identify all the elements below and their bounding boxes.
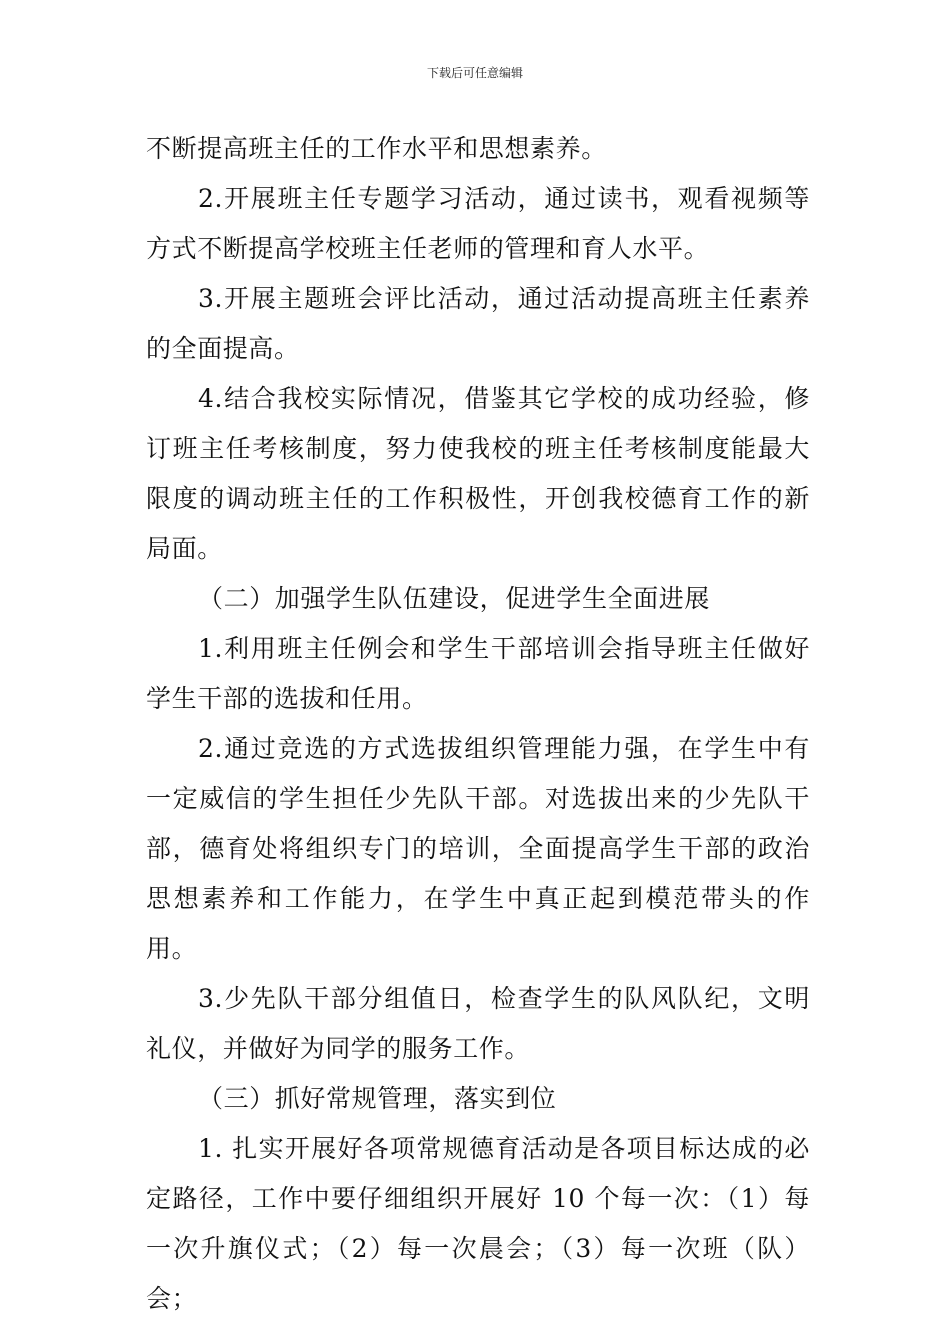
paragraph-item-3: 3.开展主题班会评比活动，通过活动提高班主任素养的全面提高。 xyxy=(146,284,810,363)
paragraph-item-1: 1.利用班主任例会和学生干部培训会指导班主任做好学生干部的选拔和任用。 xyxy=(146,634,810,713)
paragraph-item-2: 2.开展班主任专题学习活动，通过读书，观看视频等方式不断提高学校班主任老师的管理和育人水平。 xyxy=(146,184,810,263)
paragraph-item-3b: 3.少先队干部分组值日，检查学生的队风队纪，文明礼仪，并做好为同学的服务工作。 xyxy=(146,984,810,1063)
section-heading-3: （三）抓好常规管理，落实到位 xyxy=(198,1084,557,1113)
paragraph-item-2b: 2.通过竞选的方式选拔组织管理能力强，在学生中有一定威信的学生担任少先队干部。对选拔出来的少先队干部，德育处将组织专门的培训，全面提高学生干部的政治思想素养和工作能力，在学生中真正起到模范带头的作用。 xyxy=(146,734,810,963)
section-heading-2: （二）加强学生队伍建设，促进学生全面进展 xyxy=(198,584,711,613)
paragraph-continued: 不断提高班主任的工作水平和思想素养。 xyxy=(146,134,607,163)
page-header: 下载后可任意编辑 xyxy=(426,66,523,80)
document-body xyxy=(146,124,810,1324)
paragraph-item-4: 4.结合我校实际情况，借鉴其它学校的成功经验，修订班主任考核制度，努力使我校的班主任考核制度能最大限度的调动班主任的工作积极性，开创我校德育工作的新局面。 xyxy=(146,384,810,563)
paragraph-item-1b: 1. 扎实开展好各项常规德育活动是各项目标达成的必定路径，工作中要仔细组织开展好 10 个每一次：（1）每一次升旗仪式；（2）每一次晨会；（3）每一次班（队）会； xyxy=(146,1134,810,1313)
